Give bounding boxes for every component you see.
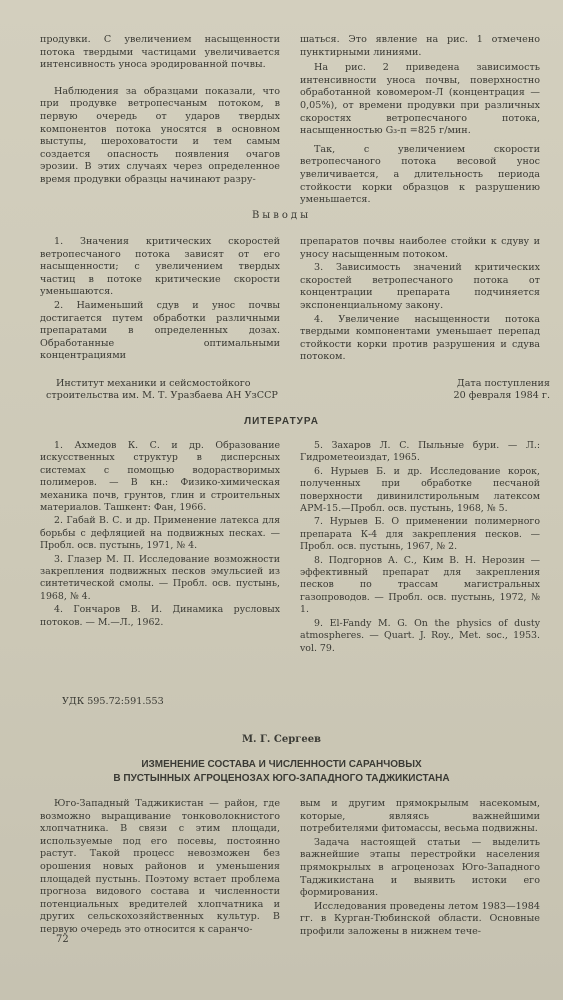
conclusion-item: 3. Зависимость значений критических скоростей ветропесчаного потока от концентрации препарата подчиняется экспоненциальному закону. [300, 262, 540, 311]
paragraph: шаться. Это явление на рис. 1 отмечено пунктирными линиями. [300, 34, 540, 58]
references-right-column [300, 440, 540, 655]
reference-item: 2. Габай В. С. и др. Применение латекса для борьбы с дефляцией на подвижных песках. — Пробл. осв. пустынь, 1971, № 4. [40, 515, 280, 552]
conclusions-right-column [300, 236, 540, 364]
reference-item: 1. Ахмедов К. С. и др. Образование искусственных структур в дисперсных системах с помощью водорастворимых полимеров. — В кн.: Физико-химическая механика почв, грунтов, глин и строительных материалов. Ташкент: Фан, 1966. [40, 440, 280, 514]
reference-item: 3. Глазер М. П. Исследование возможности закрепления подвижных песков эмульсией из синтетической смолы. — Пробл. осв. пустынь, 1968, № 4. [40, 553, 280, 602]
affiliation [46, 378, 278, 403]
received-date-label: Дата поступления [456, 378, 550, 389]
received-date [440, 378, 550, 403]
reference-item: 4. Гончаров В. И. Динамика русловых потоков. — М.—Л., 1962. [40, 604, 280, 628]
top-left-column [40, 34, 280, 187]
title-line: В ПУСТЫННЫХ АГРОЦЕНОЗАХ ЮГО-ЗАПАДНОГО ТАДЖИКИСТАНА [113, 773, 450, 784]
article-left-column [40, 798, 280, 937]
reference-item: 7. Нурыев Б. О применении полимерного препарата К-4 для закрепления песков. — Пробл. осв. пустынь, 1967, № 2. [300, 516, 540, 553]
conclusion-item: 1. Значения критических скоростей ветропесчаного потока зависят от его насыщенности; с увеличением твердых частиц в потоке критические скорости уменьшаются. [40, 236, 280, 298]
page-number: 72 [56, 934, 69, 945]
reference-item: 6. Нурыев Б. и др. Исследование корок, полученных при обработке песчаной поверхности дивинилстирольным латексом АРМ-15.—Пробл. осв. пустынь, 1968, № 5. [300, 465, 540, 515]
reference-item: 5. Захаров Л. С. Пыльные бури. — Л.: Гидрометеоиздат, 1965. [300, 440, 540, 464]
paragraph: продувки. С увеличением насыщенности потока твердыми частицами увеличивается интенсивность уноса эродированной почвы. [40, 34, 280, 71]
paragraph: Юго-Западный Таджикистан — район, где возможно выращивание тонковолокнистого хлопчатника. В связи с этим площади, используемые под его посевы, постоянно растут. Такой процесс невозможен без орошения новых районов и уменьшения площадей пустынь. Поэтому встает проблема прогноза видового состава и численности потенциальных вредителей хлопчатника и других сельскохозяйственных культур. В первую очередь это относится к саранчо- [40, 798, 280, 935]
title-line: ИЗМЕНЕНИЕ СОСТАВА И ЧИСЛЕННОСТИ САРАНЧОВЫХ [141, 759, 422, 770]
paragraph: Задача настоящей статьи — выделить важнейшие этапы перестройки населения прямокрылых в агроценозах Юго-Западного Таджикистана и выявить истоки его формирования. [300, 836, 540, 899]
affiliation-line: Институт механики и сейсмостойкого [56, 378, 251, 389]
affiliation-line: строительства им. М. Т. Уразбаева АН УзССР [46, 390, 278, 402]
article-right-column [300, 798, 540, 939]
conclusions-heading: Выводы [251, 210, 312, 221]
paragraph: На рис. 2 приведена зависимость интенсивности уноса почвы, поверхностно обработанной ковомером-Л (концентрация — 0,05%), от времени продувки при различных скоростях ветропесчаного потока, насыщенностью G₃-п =825 г/мин. [300, 62, 540, 137]
paragraph: вым и другим прямокрылым насекомым, которые, являясь важнейшими потребителями фитомассы, весьма подвижны. [300, 798, 540, 835]
article-author: М. Г. Сергеев [241, 734, 321, 745]
reference-item: 9. El-Fandy M. G. On the physics of dusty atmospheres. — Quart. J. Roy., Met. soc., 1953. vol. 79. [300, 617, 540, 654]
reference-item: 8. Подгорнов А. С., Ким В. Н. Нерозин — эффективный препарат для закрепления песков по трассам магистральных газопроводов. — Пробл. осв. пустынь, 1972, № 1. [300, 554, 540, 616]
conclusion-item: 4. Увеличение насыщенности потока твердыми компонентами уменьшает перепад стойкости корки против разрушения и сдува потоком. [300, 313, 540, 363]
top-right-column [300, 34, 540, 207]
received-date-value: 20 февраля 1984 г. [453, 390, 550, 402]
article-title [0, 758, 563, 786]
conclusions-left-column [40, 236, 280, 363]
paragraph: Наблюдения за образцами показали, что при продувке ветропесчаным потоком, в первую очередь от ударов твердых компонентов потока уносятся в основном выступы, шероховатости и тем самым создается опасность появления очагов эрозии. В этих случаях через определенное время продувки образцы начинают разру- [40, 85, 280, 185]
references-left-column [40, 440, 280, 629]
paragraph: Так, с увеличением скорости ветропесчаного потока весовой унос увеличивается, а длительность периода стойкости корки образцов к разрушению уменьшается. [300, 143, 540, 206]
conclusion-item: препаратов почвы наиболее стойки к сдуву и уносу насыщенным потоком. [300, 236, 540, 260]
references-heading: ЛИТЕРАТУРА [244, 416, 319, 427]
udk-code: УДК 595.72:591.553 [62, 696, 164, 707]
conclusion-item: 2. Наименьший сдув и унос почвы достигается путем обработки различными препаратами в определенных дозах. Обработанные оптимальными концентрациями [40, 299, 280, 362]
paragraph: Исследования проведены летом 1983—1984 гг. в Курган-Тюбинской области. Основные профили заложены в нижнем тече- [300, 900, 540, 937]
